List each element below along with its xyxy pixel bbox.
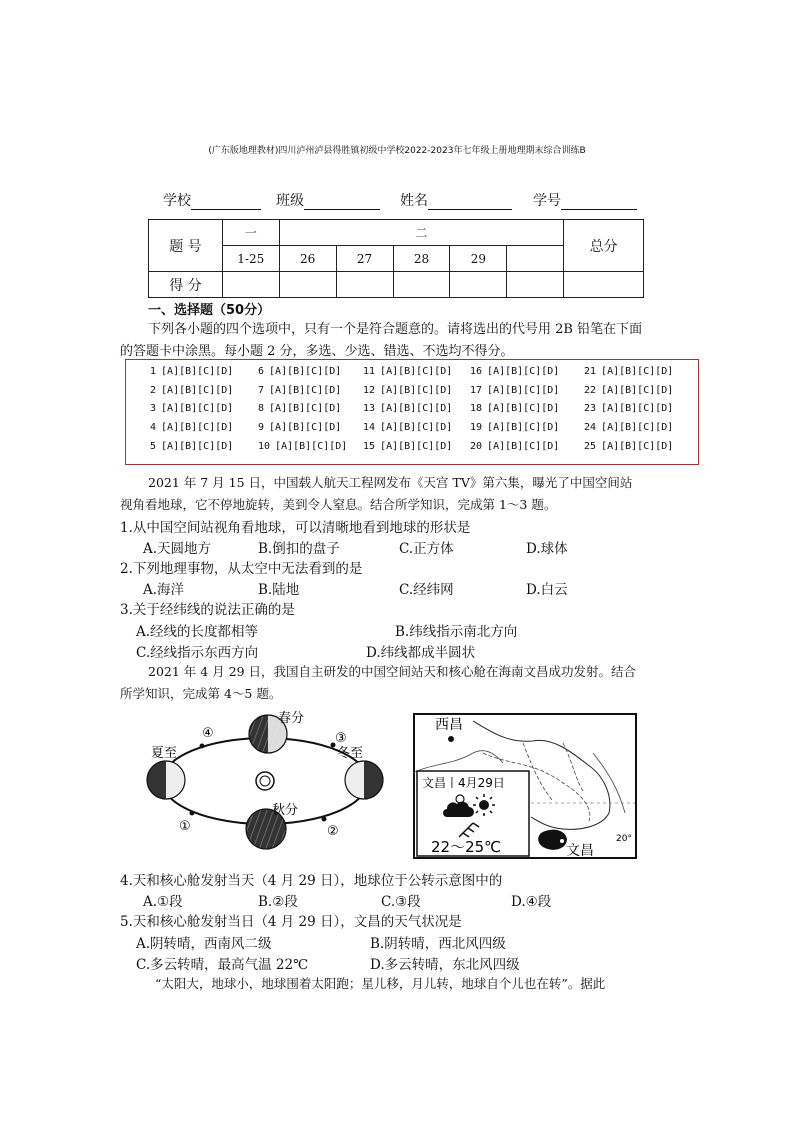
- q4-option-a[interactable]: A.①段: [143, 894, 183, 910]
- answer-number: 20: [470, 441, 483, 452]
- answer-choices[interactable]: [A][B][C][D]: [487, 366, 560, 377]
- answer-choices[interactable]: [A][B][C][D]: [161, 385, 234, 396]
- answer-item[interactable]: [363, 441, 452, 452]
- answer-choices[interactable]: [A][B][C][D]: [269, 403, 342, 414]
- section-heading: 一、选择题（50分）: [148, 303, 271, 318]
- q4-option-c[interactable]: C.③段: [381, 894, 421, 910]
- spring-label: 春分: [278, 711, 305, 726]
- answer-choices[interactable]: [A][B][C][D]: [380, 422, 453, 433]
- number-field: [533, 190, 637, 210]
- answer-choices[interactable]: [A][B][C][D]: [275, 441, 348, 452]
- answer-choices[interactable]: [A][B][C][D]: [269, 422, 342, 433]
- part2-cell: 二: [279, 220, 563, 246]
- score-input[interactable]: [393, 272, 450, 298]
- q27-cell: 27: [336, 246, 393, 272]
- answer-item[interactable]: [584, 441, 673, 452]
- empty-cell: [507, 246, 564, 272]
- answer-choices[interactable]: [A][B][C][D]: [601, 385, 674, 396]
- q1-option-b[interactable]: B.倒扣的盘子: [258, 541, 340, 557]
- document-title: (广东版地理教材)四川泸州泸县得胜镇初级中学校2022-2023年七年级上册地理期末综合训练B: [208, 146, 586, 156]
- q1-option-c[interactable]: C.正方体: [399, 541, 454, 557]
- answer-number: 14: [363, 422, 376, 433]
- answer-item[interactable]: [470, 385, 559, 396]
- class-blank[interactable]: [304, 195, 380, 210]
- answer-number: 13: [363, 403, 376, 414]
- q3-option-b[interactable]: B.纬线指示南北方向: [395, 624, 518, 640]
- answer-item[interactable]: [584, 422, 673, 433]
- answer-item[interactable]: [363, 422, 452, 433]
- q2-option-a[interactable]: A.海洋: [143, 582, 185, 598]
- answer-choices[interactable]: [A][B][C][D]: [161, 441, 234, 452]
- score-input[interactable]: [564, 272, 644, 298]
- passage-1-line-2: 视角看地球，它不停地旋转，美到令人窒息。结合所学知识，完成第 1～3 题。: [120, 497, 557, 512]
- q4-option-d[interactable]: D.④段: [511, 894, 552, 910]
- xichang-dot: [448, 736, 454, 742]
- q3-option-c[interactable]: C.经线指示东西方向: [136, 645, 259, 661]
- answer-number: 19: [470, 422, 483, 433]
- answer-choices[interactable]: [A][B][C][D]: [269, 366, 342, 377]
- earth-winter-icon: [345, 761, 383, 799]
- answer-item[interactable]: [258, 385, 341, 396]
- question-3: 3.关于经纬线的说法正确的是: [120, 602, 295, 618]
- answer-item[interactable]: [258, 403, 341, 414]
- answer-choices[interactable]: [A][B][C][D]: [380, 366, 453, 377]
- answer-item[interactable]: [584, 403, 673, 414]
- answer-choices[interactable]: [A][B][C][D]: [601, 366, 674, 377]
- answer-number: 18: [470, 403, 483, 414]
- name-blank[interactable]: [428, 195, 512, 210]
- name-field: [400, 190, 512, 210]
- q4-option-b[interactable]: B.②段: [258, 894, 298, 910]
- answer-number: 25: [584, 441, 597, 452]
- range-cell: 1-25: [222, 246, 279, 272]
- q29-cell: 29: [450, 246, 507, 272]
- answer-number: 16: [470, 366, 483, 377]
- tihao-cell: 题 号: [149, 220, 223, 272]
- answer-item[interactable]: [150, 441, 233, 452]
- answer-choices[interactable]: [A][B][C][D]: [601, 441, 674, 452]
- q28-cell: 28: [393, 246, 450, 272]
- question-1: 1.从中国空间站视角看地球，可以清晰地看到地球的形状是: [120, 520, 471, 536]
- xichang-label: 西昌: [435, 717, 463, 733]
- answer-number: 21: [584, 366, 597, 377]
- summer-label: 夏至: [151, 746, 178, 761]
- passage-3-line-1: “太阳大，地球小，地球围着太阳跑；星儿移，月儿转，地球自个儿也在转”。据此: [155, 976, 606, 991]
- passage-2-line-2: 所学知识，完成第 4～5 题。: [120, 686, 282, 701]
- answer-item[interactable]: [258, 441, 347, 452]
- answer-choices[interactable]: [A][B][C][D]: [487, 422, 560, 433]
- answer-item[interactable]: [584, 385, 673, 396]
- latitude-label: 20°: [616, 834, 632, 844]
- q1-option-a[interactable]: A.天圆地方: [143, 541, 212, 557]
- instruction-line-1: 下列各小题的四个选项中，只有一个是符合题意的。请将选出的代号用 2B 铅笔在下面: [148, 322, 643, 337]
- answer-item[interactable]: [470, 422, 559, 433]
- question-5: 5.天和核心舱发射当日（4 月 29 日），文昌的天气状况是: [120, 914, 462, 930]
- answer-number: 9: [258, 422, 265, 433]
- answer-number: 12: [363, 385, 376, 396]
- q5-option-c[interactable]: C.多云转晴，最高气温 22℃: [136, 957, 309, 973]
- school-label: 学校: [163, 193, 191, 209]
- score-input[interactable]: [279, 272, 336, 298]
- q5-option-b[interactable]: B.阴转晴，西北风四级: [370, 936, 506, 952]
- q5-option-d[interactable]: D.多云转晴，东北风四级: [370, 957, 520, 973]
- score-input[interactable]: [507, 272, 564, 298]
- name-label: 姓名: [400, 193, 428, 209]
- answer-number: 2: [150, 385, 157, 396]
- answer-number: 1: [150, 366, 157, 377]
- answer-choices[interactable]: [A][B][C][D]: [487, 441, 560, 452]
- q3-option-d[interactable]: D.纬线都成半圆状: [366, 645, 476, 661]
- q3-option-a[interactable]: A.经线的长度都相等: [136, 624, 259, 640]
- answer-choices[interactable]: [A][B][C][D]: [487, 385, 560, 396]
- number-blank[interactable]: [561, 195, 637, 210]
- answer-choices[interactable]: [A][B][C][D]: [380, 385, 453, 396]
- score-input[interactable]: [336, 272, 393, 298]
- answer-choices[interactable]: [A][B][C][D]: [487, 403, 560, 414]
- marker-4: ④: [202, 726, 214, 741]
- answer-item[interactable]: [470, 403, 559, 414]
- answer-choices[interactable]: [A][B][C][D]: [269, 385, 342, 396]
- answer-item[interactable]: [258, 366, 341, 377]
- temperature-label: 22～25℃: [431, 838, 502, 856]
- score-input[interactable]: [222, 272, 279, 298]
- class-label: 班级: [276, 193, 304, 209]
- answer-number: 5: [150, 441, 157, 452]
- q1-option-d[interactable]: D.球体: [526, 541, 568, 557]
- q5-option-a[interactable]: A.阴转晴，西南风二级: [136, 936, 272, 952]
- answer-choices[interactable]: [A][B][C][D]: [601, 403, 674, 414]
- autumn-label: 秋分: [272, 803, 299, 818]
- marker-3: ③: [335, 731, 347, 746]
- answer-number: 11: [363, 366, 376, 377]
- answer-number: 22: [584, 385, 597, 396]
- answer-choices[interactable]: [A][B][C][D]: [161, 403, 234, 414]
- orbit-diagram: [140, 702, 390, 860]
- answer-item[interactable]: [363, 366, 452, 377]
- answer-item[interactable]: [150, 403, 233, 414]
- question-2: 2.下列地理事物，从太空中无法看到的是: [120, 561, 363, 577]
- score-input[interactable]: [450, 272, 507, 298]
- school-blank[interactable]: [191, 195, 261, 210]
- score-table: [148, 219, 644, 298]
- map-figure: [413, 713, 638, 860]
- school-field: [163, 190, 261, 210]
- instruction-line-2: 的答题卡中涂黑。每小题 2 分，多选、少选、错选、不选均不得分。: [120, 344, 514, 359]
- answer-item[interactable]: [150, 422, 233, 433]
- answer-choices[interactable]: [A][B][C][D]: [161, 422, 234, 433]
- winter-label: 冬至: [337, 746, 364, 761]
- answer-item[interactable]: [150, 366, 233, 377]
- answer-number: 6: [258, 366, 265, 377]
- answer-number: 3: [150, 403, 157, 414]
- answer-choices[interactable]: [A][B][C][D]: [380, 403, 453, 414]
- q26-cell: 26: [279, 246, 336, 272]
- answer-item[interactable]: [150, 385, 233, 396]
- answer-number: 4: [150, 422, 157, 433]
- weather-date-label: 文昌丨4月29日: [422, 776, 505, 790]
- answer-choices[interactable]: [A][B][C][D]: [601, 422, 674, 433]
- total-cell: 总分: [564, 220, 644, 272]
- answer-item[interactable]: [363, 385, 452, 396]
- answer-item[interactable]: [258, 422, 341, 433]
- answer-number: 17: [470, 385, 483, 396]
- part1-cell: 一: [222, 220, 279, 246]
- answer-choices[interactable]: [A][B][C][D]: [380, 441, 453, 452]
- answer-item[interactable]: [363, 403, 452, 414]
- answer-number: 24: [584, 422, 597, 433]
- marker-2: ②: [327, 824, 339, 839]
- class-field: [276, 190, 380, 210]
- answer-number: 8: [258, 403, 265, 414]
- passage-1-line-1: 2021 年 7 月 15 日，中国载人航天工程网发布《天宫 TV》第六集，曝光了中国空间站: [148, 475, 633, 490]
- answer-number: 15: [363, 441, 376, 452]
- q2-option-b[interactable]: B.陆地: [258, 582, 300, 598]
- q2-option-d[interactable]: D.白云: [526, 582, 568, 598]
- number-label: 学号: [533, 193, 561, 209]
- answer-number: 7: [258, 385, 265, 396]
- answer-item[interactable]: [470, 441, 559, 452]
- passage-2-line-1: 2021 年 4 月 29 日，我国自主研发的中国空间站天和核心舱在海南文昌成功发射。结合: [148, 664, 637, 679]
- defen-cell: 得 分: [149, 272, 223, 298]
- answer-number: 23: [584, 403, 597, 414]
- answer-item[interactable]: [584, 366, 673, 377]
- earth-summer-icon: [147, 761, 185, 799]
- marker-1: ①: [179, 819, 191, 834]
- answer-item[interactable]: [470, 366, 559, 377]
- answer-number: 10: [258, 441, 271, 452]
- answer-choices[interactable]: [A][B][C][D]: [161, 366, 234, 377]
- question-4: 4.天和核心舱发射当天（4 月 29 日），地球位于公转示意图中的: [120, 873, 503, 889]
- q2-option-c[interactable]: C.经纬网: [399, 582, 454, 598]
- wenchang-label: 文昌: [566, 843, 594, 859]
